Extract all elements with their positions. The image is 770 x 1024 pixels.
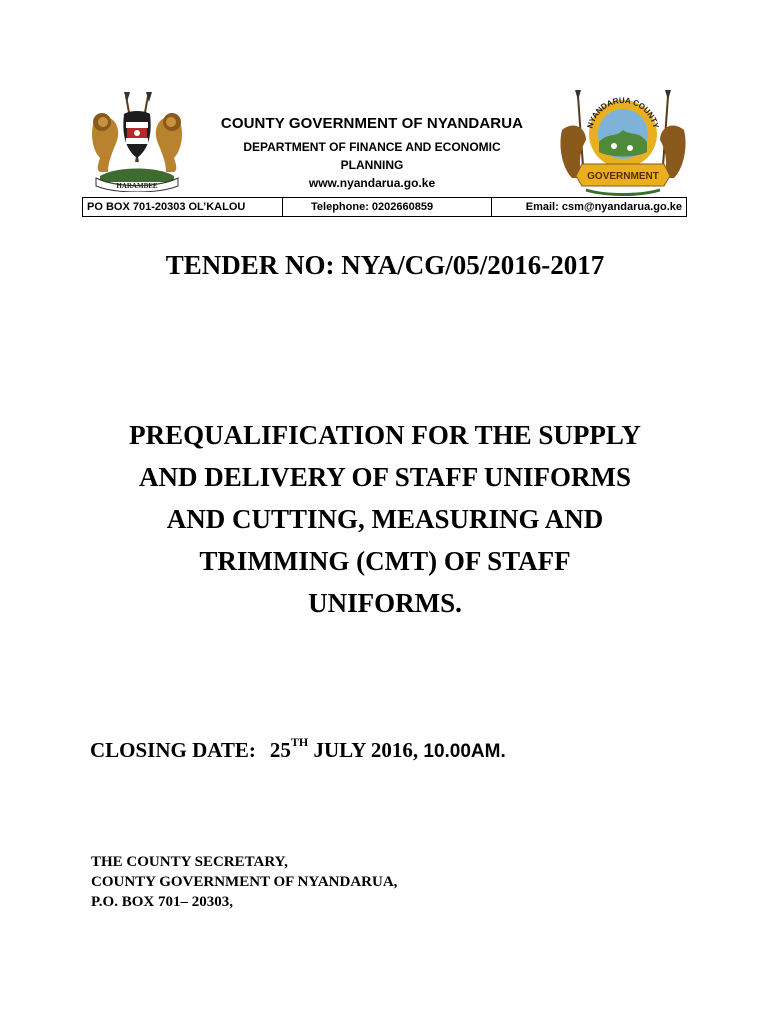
svg-text:GOVERNMENT: GOVERNMENT xyxy=(587,171,659,182)
address-line: THE COUNTY SECRETARY, xyxy=(91,854,288,870)
subject-line: UNIFORMS. xyxy=(308,588,462,618)
contact-divider xyxy=(491,198,492,216)
address-line: P.O. BOX 701– 20303, xyxy=(91,894,233,910)
subject-line: PREQUALIFICATION FOR THE SUPPLY xyxy=(129,420,641,450)
county-government-title: COUNTY GOVERNMENT OF NYANDARUA xyxy=(220,115,524,132)
closing-day-suffix: TH xyxy=(290,735,309,749)
tender-subject xyxy=(85,414,685,624)
svg-text:HARAMBEE: HARAMBEE xyxy=(116,182,158,190)
department-line-2: PLANNING xyxy=(340,158,404,172)
letterhead xyxy=(0,0,770,230)
po-box: PO BOX 701-20303 OL’KALOU xyxy=(87,201,246,213)
closing-time: 10.00AM. xyxy=(423,741,506,762)
contact-divider xyxy=(282,198,283,216)
closing-date xyxy=(90,735,506,763)
telephone: Telephone: 0202660859 xyxy=(311,201,434,213)
kenya-coat-of-arms-icon xyxy=(86,92,188,192)
email-link[interactable]: Email: csm@nyandarua.go.ke xyxy=(525,201,682,213)
contact-bar xyxy=(82,197,687,217)
closing-date-label: CLOSING DATE: xyxy=(90,738,256,762)
department-line-1: DEPARTMENT OF FINANCE AND ECONOMIC xyxy=(243,140,501,154)
svg-text:NYANDARUA COUNTY: NYANDARUA COUNTY xyxy=(585,95,661,130)
closing-day: 25 xyxy=(269,738,291,762)
address-block xyxy=(91,852,397,912)
department-name xyxy=(210,138,534,174)
subject-line: AND DELIVERY OF STAFF UNIFORMS xyxy=(138,462,632,492)
subject-line: TRIMMING (CMT) OF STAFF xyxy=(199,546,571,576)
subject-line: AND CUTTING, MEASURING AND xyxy=(166,504,604,534)
closing-date-rest: JULY 2016, xyxy=(313,738,419,762)
website-link[interactable]: www.nyandarua.go.ke xyxy=(308,176,436,190)
address-line: COUNTY GOVERNMENT OF NYANDARUA, xyxy=(91,874,398,890)
nyandarua-county-emblem-icon xyxy=(556,90,690,198)
tender-number: TENDER NO: NYA/CG/05/2016-2017 xyxy=(165,250,605,280)
